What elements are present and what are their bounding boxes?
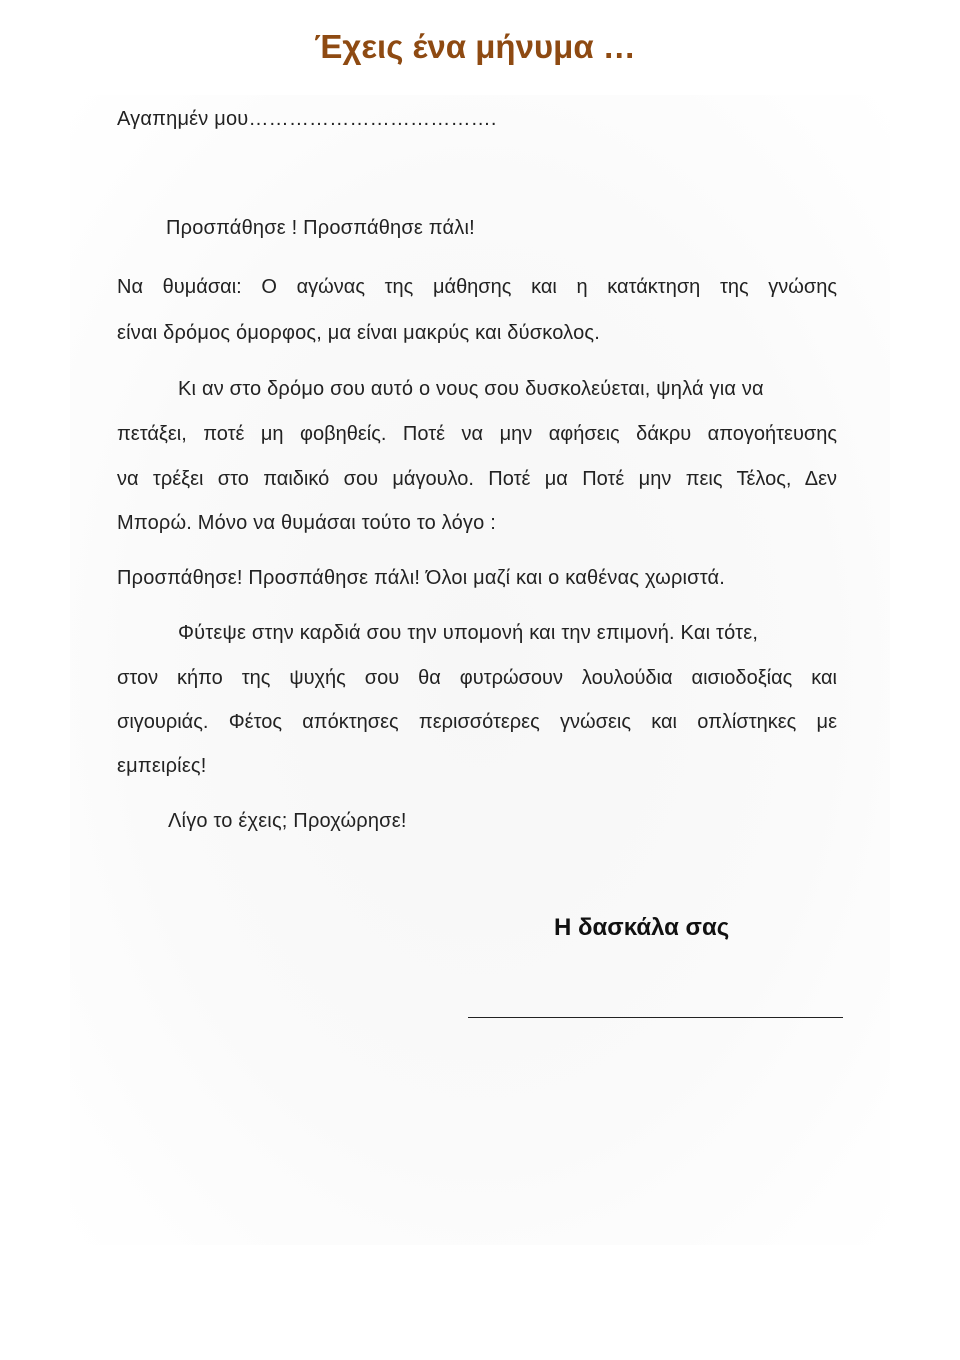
signature-label: Η δασκάλα σας [554,914,730,941]
paragraph-line: Να θυμάσαι: Ο αγώνας της μάθησης και η κατάκτηση της γνώσης [117,276,837,298]
paragraph-line: σιγουριάς. Φέτος απόκτησες περισσότερες γνώσεις και οπλίστηκες με [117,711,837,733]
paragraph-line: Μπορώ. Μόνο να θυμάσαι τούτο το λόγο : [117,512,496,534]
paragraph-line: στον κήπο της ψυχής σου θα φυτρώσουν λουλούδια αισιοδοξίας και [117,667,837,689]
paragraph-line: Φύτεψε στην καρδιά σου την υπομονή και την επιμονή. Και τότε, [178,622,759,644]
paragraph-line: να τρέξει στο παιδικό σου μάγουλο. Ποτέ μα Ποτέ μην πεις Τέλος, Δεν [117,468,837,490]
paragraph-line: Προσπάθησε ! Προσπάθησε πάλι! [166,217,475,239]
paragraph-line: είναι δρόμος όμορφος, μα είναι μακρύς και δύσκολος. [117,322,600,344]
paragraph-line: Προσπάθησε! Προσπάθησε πάλι! Όλοι μαζί και ο καθένας χωριστά. [117,567,726,589]
paragraph-line: εμπειρίες! [117,755,207,777]
signature-line [468,1017,843,1018]
document-title: Έχεις ένα μήνυμα … [314,28,636,65]
greeting-line: Αγαπημέν μου………………………………. [117,108,497,130]
closing-line: Λίγο το έχεις; Προχώρησε! [168,810,407,832]
paragraph-line: πετάξει, ποτέ μη φοβηθείς. Ποτέ να μην αφήσεις δάκρυ απογοήτευσης [117,423,837,445]
paragraph-line: Κι αν στο δρόμο σου αυτό ο νους σου δυσκολεύεται, ψηλά για να [178,378,764,400]
